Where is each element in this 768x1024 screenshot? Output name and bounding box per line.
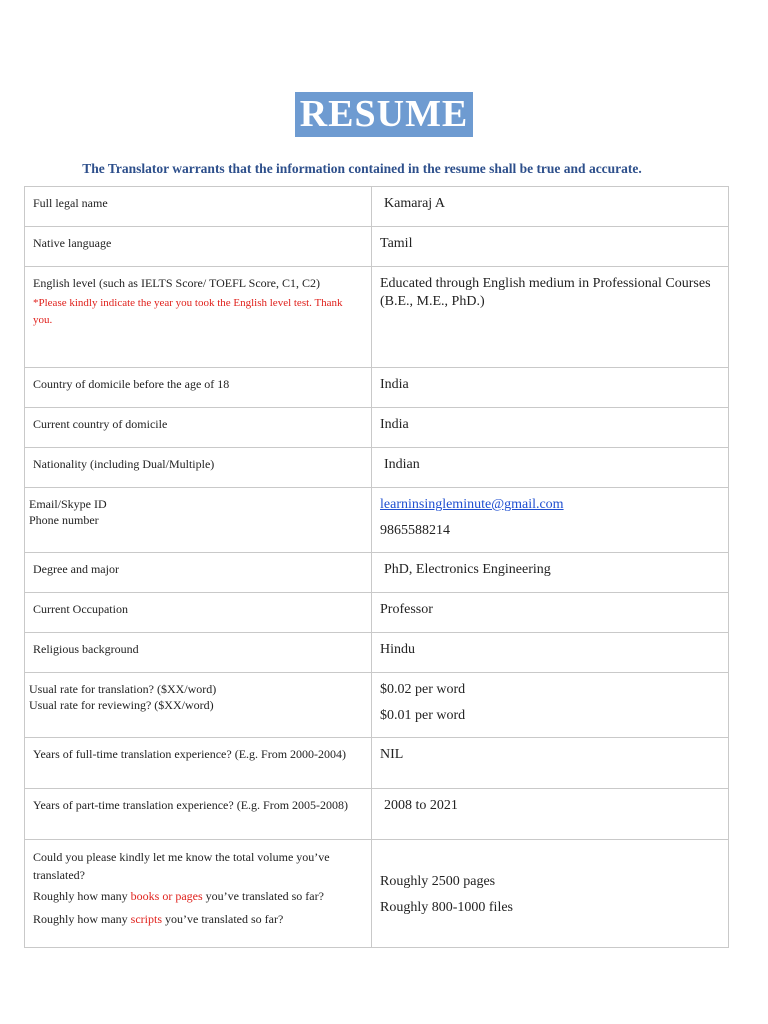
nationality-value: Indian (372, 448, 729, 488)
rates-values (372, 673, 729, 738)
native-language-value: Tamil (372, 227, 729, 267)
current-country-value: India (372, 408, 729, 448)
review-rate-label: Usual rate for reviewing? ($XX/word) (29, 698, 214, 712)
english-level-label: English level (such as IELTS Score/ TOEFL Score, C1, C2) (33, 276, 320, 290)
review-rate-value: $0.01 per word (380, 708, 466, 723)
table-row (25, 227, 729, 267)
scripts-question-post: you’ve translated so far? (162, 912, 284, 926)
occupation-label: Current Occupation (25, 593, 372, 633)
pages-value: Roughly 2500 pages (380, 873, 496, 889)
fulltime-experience-label: Years of full-time translation experience? (E.g. From 2000-2004) (25, 738, 372, 789)
full-name-label: Full legal name (25, 187, 372, 227)
parttime-experience-label: Years of part-time translation experience? (E.g. From 2005-2008) (25, 789, 372, 840)
native-language-label: Native language (25, 227, 372, 267)
table-row (25, 488, 729, 553)
scripts-question (33, 911, 363, 928)
table-row (25, 593, 729, 633)
books-question (33, 888, 363, 905)
degree-label: Degree and major (25, 553, 372, 593)
table-row (25, 553, 729, 593)
translation-rate-value: $0.02 per word (380, 682, 466, 697)
table-row (25, 368, 729, 408)
page-title: RESUME (295, 92, 474, 137)
contact-cell (25, 488, 372, 553)
scripts-highlight: scripts (130, 912, 163, 926)
table-row (25, 789, 729, 840)
full-name-value: Kamaraj A (372, 187, 729, 227)
phone-value: 9865588214 (380, 523, 450, 538)
current-country-label: Current country of domicile (25, 408, 372, 448)
table-row (25, 633, 729, 673)
nationality-label: Nationality (including Dual/Multiple) (25, 448, 372, 488)
table-row (25, 673, 729, 738)
warranty-statement: The Translator warrants that the information contained in the resume shall be true and accurate. (82, 161, 642, 176)
volume-values (372, 840, 729, 948)
translation-rate-label: Usual rate for translation? ($XX/word) (29, 682, 217, 696)
table-row (25, 267, 729, 368)
email-link[interactable]: learninsingleminute@gmail.com (380, 497, 564, 512)
country-before-18-value: India (372, 368, 729, 408)
religion-value: Hindu (372, 633, 729, 673)
rates-cell (25, 673, 372, 738)
english-level-value: Educated through English medium in Professional Courses (B.E., M.E., PhD.) (372, 267, 729, 368)
table-row (25, 738, 729, 789)
books-question-post: you’ve translated so far? (202, 889, 324, 903)
fulltime-experience-value: NIL (372, 738, 729, 789)
table-row (25, 840, 729, 948)
contact-values (372, 488, 729, 553)
table-row (25, 408, 729, 448)
volume-question: Could you please kindly let me know the total volume you’ve translated? (33, 850, 330, 882)
country-before-18-label: Country of domicile before the age of 18 (25, 368, 372, 408)
phone-label: Phone number (29, 513, 99, 527)
english-level-cell (25, 267, 372, 368)
books-or-pages-highlight: books or pages (130, 889, 203, 903)
scripts-question-pre: Roughly how many (33, 912, 131, 926)
volume-cell (25, 840, 372, 948)
table-row (25, 187, 729, 227)
degree-value: PhD, Electronics Engineering (372, 553, 729, 593)
occupation-value: Professor (372, 593, 729, 633)
religion-label: Religious background (25, 633, 372, 673)
resume-table (24, 186, 729, 948)
english-level-note: *Please kindly indicate the year you took the English level test. Thank you. (33, 297, 343, 326)
files-value: Roughly 800-1000 files (380, 899, 513, 915)
books-question-pre: Roughly how many (33, 889, 131, 903)
email-label: Email/Skype ID (29, 497, 107, 511)
table-row (25, 448, 729, 488)
parttime-experience-value: 2008 to 2021 (372, 789, 729, 840)
